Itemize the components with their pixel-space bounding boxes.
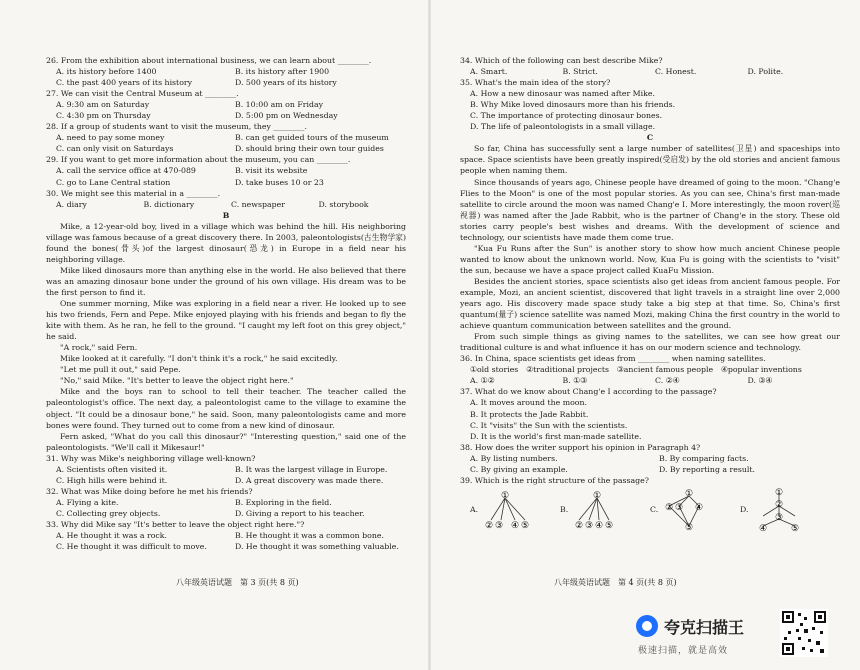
q26-option-a: A. its history before 1400 — [56, 67, 157, 77]
q35-option-d: D. The life of paleontologists in a small village. — [470, 122, 656, 132]
q32-option-a: A. Flying a kite. — [56, 497, 119, 507]
q37-stem: 37. What do we know about Chang'e Ⅰ according to the passage? — [460, 387, 717, 397]
q28-stem: 28. If a group of students want to visit the museum, they ________. — [46, 122, 308, 132]
node-1: ① — [593, 490, 602, 501]
q39-label-d: D. — [740, 505, 749, 515]
q34-option-c: C. Honest. — [655, 67, 697, 77]
passage-c-paragraph: Since thousands of years ago, Chinese people have dreamed of going to the moon. "Chang'e Flies to the Moon" is one of the most popular stories. As you can see, China's first man-made satellite to circle around the moon was named Chang'e Ⅰ. More interestingly, the moon rover(巡视器) was named after the Jade Rabbit, who is the partner of Chang'e in the story. These old stories carry people's best wishes and dreams. With the development of science and technology, our scientists have made them come true. — [460, 177, 840, 242]
q28-option-c: C. can only visit on Saturdays — [56, 144, 174, 154]
q31-option-b: B. It was the largest village in Europe. — [235, 464, 388, 474]
questions-34-39 — [460, 55, 840, 532]
q30-option-c: C. newspaper — [231, 199, 285, 209]
q31-stem: 31. Why was Mike's neighboring village well-known? — [46, 453, 256, 463]
node-5: ⑤ — [605, 520, 614, 531]
node-3: ③ — [585, 520, 594, 531]
q27-stem: 27. We can visit the Central Museum at ________. — [46, 89, 239, 99]
q28-option-b: B. can get guided tours of the museum — [235, 133, 389, 143]
q39-stem: 39. Which is the right structure of the passage? — [460, 475, 649, 485]
page-footer: 八年级英语试题 第 4 页(共 8 页) — [554, 578, 677, 587]
q26-option-b: B. its history after 1900 — [235, 67, 330, 77]
q37-option-a: A. It moves around the moon. — [470, 398, 587, 408]
node-4: ④ — [511, 520, 520, 531]
scanner-slogan: 极速扫描，就是高效 — [638, 646, 729, 656]
passage-b-paragraph: Fern asked, "What do you call this dinosaur?" "Interesting question," said one of the paleontologists. "We'll call it Mikesaur!" — [46, 431, 406, 452]
q38-option-b: B. By comparing facts. — [659, 453, 749, 463]
q29-option-a: A. call the service office at 470-089 — [56, 166, 196, 176]
passage-b-paragraph: One summer morning, Mike was exploring in a field near a river. He looked up to see his two friends, Fern and Pepe. Mike enjoyed playing with his friends and began to fly the kite with them. As he ran, he fell to the ground. "I caught my left foot on this grey object," he said. — [46, 299, 406, 342]
q38-option-d: D. By reporting a result. — [659, 464, 756, 474]
q37-option-c: C. It "visits" the Sun with the scientists. — [470, 420, 628, 430]
node-3: ③ — [675, 502, 684, 513]
q39-option-c — [650, 488, 740, 532]
node-1: ① — [685, 488, 694, 499]
q33-stem: 33. Why did Mike say "It's better to leave the object right here."? — [46, 519, 305, 529]
q29-option-d: D. take buses 10 or 23 — [235, 177, 324, 187]
q39-structure-options — [460, 488, 840, 532]
q33-option-a: A. He thought it was a rock. — [56, 531, 167, 541]
qr-code-icon — [780, 609, 828, 657]
q32-stem: 32. What was Mike doing before he met his friends? — [46, 486, 253, 496]
scanner-watermark — [636, 611, 786, 659]
q34-option-d: D. Polite. — [747, 67, 784, 77]
q28-option-d: D. should bring their own tour guides — [235, 144, 384, 154]
q32-option-b: B. Exploring in the field. — [235, 497, 332, 507]
node-2: ② — [485, 520, 494, 531]
q32-option-d: D. Giving a report to his teacher. — [235, 508, 365, 518]
structure-diagram-b — [571, 488, 627, 532]
passage-c-paragraph: So far, China has successfully sent a large number of satellites(卫星) and spaceships into space. Space scientists have been greatly inspired(受启发) by the old stories and ancient famous people when naming them. — [460, 144, 840, 176]
passage-b-dialog: "No," said Mike. "It's better to leave the object right here." — [60, 376, 294, 386]
q27-option-b: B. 10:00 am on Friday — [235, 100, 324, 110]
structure-diagram-d — [751, 488, 807, 532]
structure-diagram-a — [481, 488, 537, 532]
node-1: ① — [775, 487, 784, 498]
q39-option-b — [560, 488, 650, 532]
q29-option-b: B. visit its website — [235, 166, 308, 176]
passage-c-paragraph: From such simple things as giving names to the satellites, we can see how great our traditional culture is and what influence it has on our modern science and technology. — [460, 332, 840, 353]
q39-label-c: C. — [650, 505, 659, 515]
passage-b-paragraph: Mike, a 12-year-old boy, lived in a village which was behind the hill. His neighboring village was famous because of a great discovery there. In 2003, paleontologists(古生物学家) found the bones(骨头)of the largest dinosaur(恐龙) in Europe in a field near his neighboring village. — [46, 221, 406, 264]
node-5: ⑤ — [521, 520, 530, 531]
q27-option-a: A. 9:30 am on Saturday — [56, 100, 150, 110]
node-4: ④ — [595, 520, 604, 531]
q33-option-d: D. He thought it was something valuable. — [235, 542, 399, 552]
page-footer: 八年级英语试题 第 3 页(共 8 页) — [176, 578, 299, 587]
q35-option-c: C. The importance of protecting dinosaur bones. — [470, 111, 663, 121]
structure-diagram-c — [661, 488, 717, 532]
q30-stem: 30. We might see this material in a ________. — [46, 188, 221, 198]
node-1: ① — [501, 490, 510, 501]
q29-stem: 29. If you want to get more information about the museum, you can ________. — [46, 155, 351, 165]
q39-label-b: B. — [560, 505, 569, 515]
scanner-logo-icon — [636, 615, 658, 637]
q31-option-a: A. Scientists often visited it. — [56, 464, 168, 474]
q38-stem: 38. How does the writer support his opinion in Paragraph 4? — [460, 442, 701, 452]
node-2: ② — [665, 502, 674, 513]
passage-b-paragraph: Mike liked dinosaurs more than anything else in the world. He also believed that there was an amazing dinosaur bone under the ground of his own village. His dream was to be the first person to find it. — [46, 265, 406, 297]
q26-stem: 26. From the exhibition about international business, we can learn about ________. — [46, 56, 372, 65]
q36-items: ①old stories ②traditional projects ③ancient famous people ④popular inventions — [470, 365, 802, 375]
q36-stem: 36. In China, space scientists get ideas from ________ when naming satellites. — [460, 354, 766, 364]
node-2: ② — [775, 499, 784, 510]
q26-option-d: D. 500 years of its history — [235, 78, 337, 88]
q30-option-a: A. diary — [56, 199, 87, 209]
q32-option-c: C. Collecting grey objects. — [56, 508, 161, 518]
node-2: ② — [575, 520, 584, 531]
q36-option-a: A. ①② — [470, 376, 495, 386]
q38-option-c: C. By giving an example. — [470, 464, 568, 474]
passage-b-dialog: "Let me pull it out," said Pepe. — [60, 365, 181, 375]
q36-option-c: C. ②④ — [655, 376, 680, 386]
passage-c-paragraph: "Kua Fu Runs after the Sun" is another story to show how much ancient Chinese people wanted to know about the unknown world. Now, Kua Fu is going with the scientists to "visit" the sun, because we have a space project called KuaFu Mission. — [460, 243, 840, 275]
q36-option-b: B. ①③ — [562, 376, 588, 386]
q26-option-c: C. the past 400 years of its history — [56, 78, 193, 88]
node-4: ④ — [759, 523, 768, 532]
q27-option-d: D. 5:00 pm on Wednesday — [235, 111, 338, 121]
node-5: ⑤ — [685, 522, 694, 532]
passage-c-paragraph: Besides the ancient stories, space scientists also get ideas from ancient famous people. For example, Mozi, an ancient scientist, discovered that light travels in a straight line over 2,000 years ago. His discovery made space study take a big step at that time. So, China's first quantum(量子) science satellite was named Mozi, making China the first country in the world to achieve quantum communication between satellites and the ground. — [460, 276, 840, 331]
section-c-heading: C — [646, 133, 654, 143]
section-b-heading: B — [222, 210, 230, 220]
q35-option-a: A. How a new dinosaur was named after Mike. — [470, 89, 655, 99]
q31-option-d: D. A great discovery was made there. — [235, 475, 384, 485]
passage-b-dialog: "A rock," said Fern. — [60, 343, 138, 353]
q34-option-b: B. Strict. — [562, 67, 598, 77]
q33-option-c: C. He thought it was difficult to move. — [56, 542, 207, 552]
q29-option-c: C. go to Lane Central station — [56, 177, 171, 187]
q27-option-c: C. 4:30 pm on Thursday — [56, 111, 151, 121]
scanner-brand-name: 夸克扫描王 — [664, 618, 745, 637]
q39-option-a — [470, 488, 560, 532]
q37-option-b: B. It protects the Jade Rabbit. — [470, 409, 589, 419]
q37-option-d: D. It is the world's first man-made satellite. — [470, 431, 642, 441]
node-5: ⑤ — [791, 523, 800, 532]
node-3: ③ — [495, 520, 504, 531]
passage-b-dialog: Mike looked at it carefully. "I don't think it's a rock," he said excitedly. — [60, 354, 338, 364]
q34-option-a: A. Smart. — [470, 67, 508, 77]
q30-option-d: D. storybook — [318, 199, 369, 209]
q35-stem: 35. What's the main idea of the story? — [460, 78, 611, 88]
passage-b-paragraph: Mike and the boys ran to school to tell their teacher. The teacher called the paleontologist's office. The next day, a paleontologist came to the village to examine the object. "It could be a dinosaur bone," he said. Soon, many paleontologists came and more bones were found. They turned out to come from a new kind of dinosaur. — [46, 387, 406, 430]
q39-option-d — [740, 488, 830, 532]
q34-stem: 34. Which of the following can best describe Mike? — [460, 56, 663, 65]
node-3: ③ — [775, 512, 784, 523]
page-4 — [430, 0, 860, 670]
q39-label-a: A. — [470, 505, 479, 515]
q36-option-d: D. ③④ — [747, 376, 773, 386]
q31-option-c: C. High hills were behind it. — [56, 475, 168, 485]
q38-option-a: A. By listing numbers. — [470, 453, 558, 463]
node-4: ④ — [695, 502, 704, 513]
q30-option-b: B. dictionary — [143, 199, 195, 209]
q28-option-a: A. need to pay some money — [56, 133, 165, 143]
q35-option-b: B. Why Mike loved dinosaurs more than his friends. — [470, 100, 676, 110]
q33-option-b: B. He thought it was a common bone. — [235, 531, 384, 541]
questions-26-30 — [46, 55, 406, 552]
